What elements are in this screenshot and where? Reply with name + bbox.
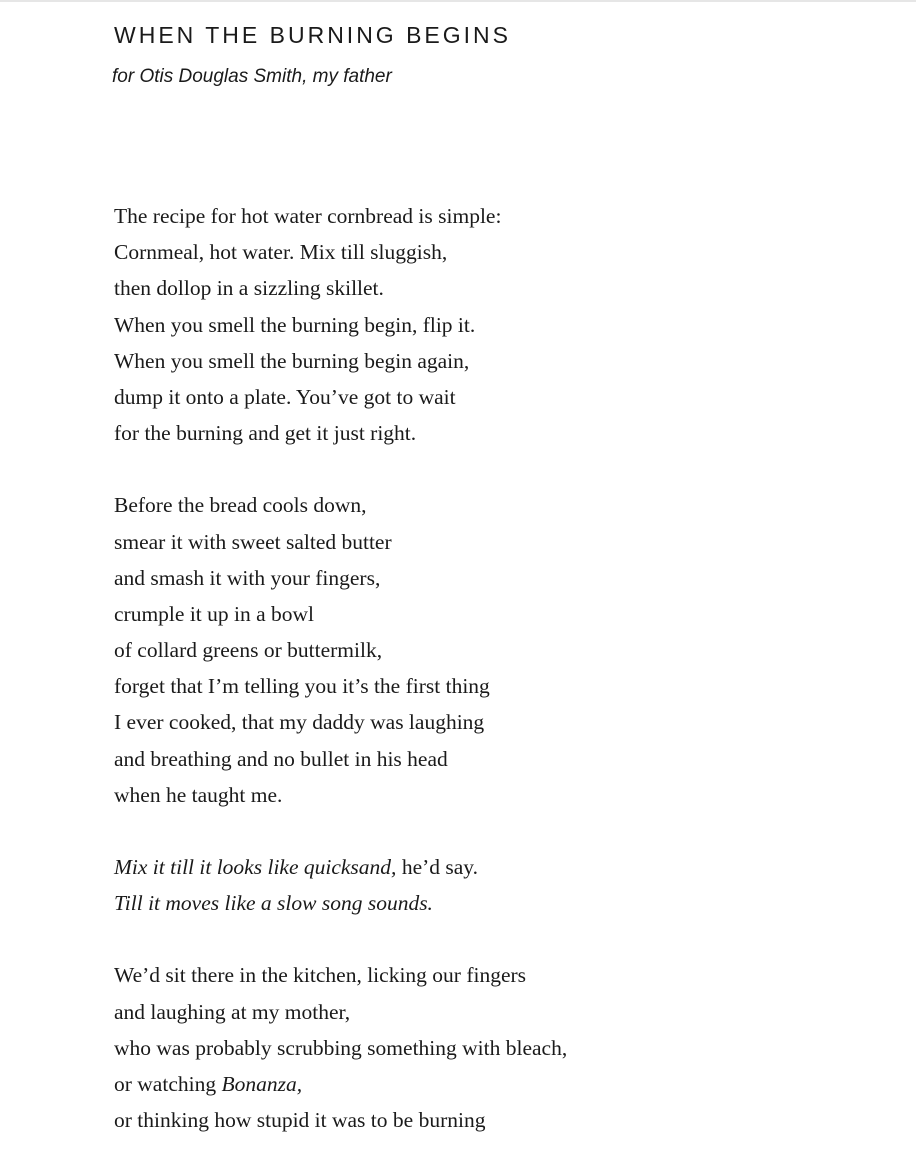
poem-line: then dollop in a sizzling skillet. — [114, 276, 384, 301]
poem-line — [114, 849, 874, 885]
poem-line: and laughing at my mother, — [114, 999, 351, 1024]
poem-body — [114, 198, 874, 1160]
poem-line: When you smell the burning begin again, — [114, 348, 470, 373]
poem-line: Before the bread cools down, — [114, 493, 367, 518]
line-text: or watching — [114, 1071, 222, 1096]
quote-attribution: he’d say. — [396, 855, 479, 879]
poem-line: and smash it with your fingers, — [114, 565, 381, 590]
stanza-2 — [114, 487, 874, 813]
poem-line: and breathing and no bullet in his head — [114, 746, 448, 771]
poem-line: forget that I’m telling you it’s the first thing — [114, 674, 490, 699]
poem-line: for the burning and get it just right. — [114, 421, 417, 446]
poem-dedication: for Otis Douglas Smith, my father — [112, 66, 392, 87]
poem-line: When you smell the burning begin, flip it. — [114, 312, 476, 337]
poem-line: We’d sit there in the kitchen, licking our fingers — [114, 963, 527, 988]
poem-line: Cornmeal, hot water. Mix till sluggish, — [114, 240, 448, 265]
poem-line — [114, 1066, 874, 1102]
italic-quote: Mix it till it looks like quicksand, — [114, 855, 397, 879]
poem-line: when he taught me. — [114, 782, 283, 807]
stanza-4 — [114, 957, 874, 1138]
poem-line: smear it with sweet salted butter — [114, 529, 392, 554]
poem-line: I ever cooked, that my daddy was laughing — [114, 710, 485, 735]
stanza-1 — [114, 198, 874, 451]
poem-line: of collard greens or buttermilk, — [114, 638, 383, 663]
poem-line: dump it onto a plate. You’ve got to wait — [114, 384, 456, 409]
poem-title: WHEN THE BURNING BEGINS — [114, 22, 511, 48]
poem-line: or thinking how stupid it was to be burning — [114, 1108, 486, 1133]
stanza-3 — [114, 849, 874, 921]
show-title: Bonanza, — [221, 1071, 303, 1096]
poem-line: who was probably scrubbing something with bleach, — [114, 1035, 568, 1060]
poem-line: The recipe for hot water cornbread is simple: — [114, 204, 502, 228]
poem-line: crumple it up in a bowl — [114, 601, 315, 626]
poem-line: Till it moves like a slow song sounds. — [114, 891, 433, 916]
